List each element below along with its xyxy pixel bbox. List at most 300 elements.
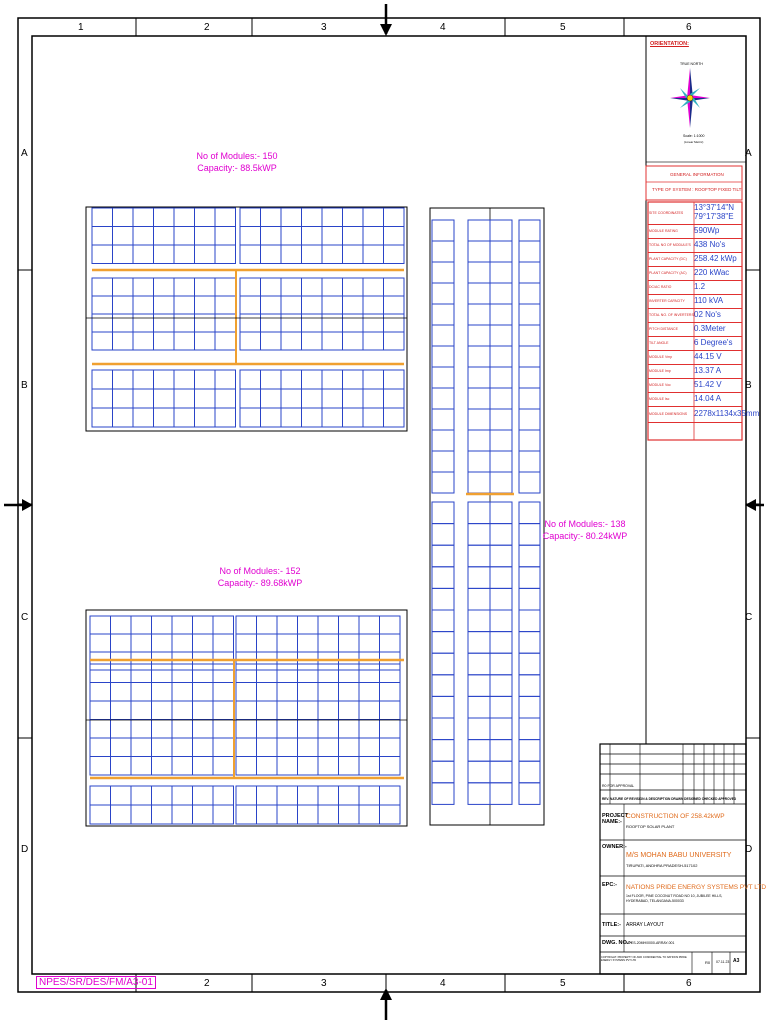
pv-module xyxy=(133,389,154,408)
column-number: 3 xyxy=(321,978,327,989)
pv-module xyxy=(384,314,405,332)
pv-module xyxy=(133,227,154,246)
pv-module xyxy=(240,314,261,332)
pv-module xyxy=(92,208,113,227)
pv-module xyxy=(490,524,512,546)
pv-module xyxy=(172,757,193,776)
pv-module xyxy=(215,332,236,350)
pv-module xyxy=(490,388,512,409)
pv-module xyxy=(90,701,111,720)
pv-module xyxy=(154,296,175,314)
pv-module xyxy=(468,241,490,262)
pv-module xyxy=(154,227,175,246)
pv-module xyxy=(92,389,113,408)
general-info-row xyxy=(648,280,742,295)
row-letter: C xyxy=(745,612,753,623)
info-value-cell: 1.2 xyxy=(694,281,706,291)
pv-module xyxy=(432,241,454,262)
pv-module xyxy=(468,675,490,697)
pv-module xyxy=(380,720,401,739)
pv-module xyxy=(215,408,236,427)
column-number: 2 xyxy=(204,22,210,33)
pv-module xyxy=(298,701,319,720)
general-info-row xyxy=(648,322,742,337)
info-key: DC/AC RATIO xyxy=(649,284,672,289)
info-value-cell: 02 No's xyxy=(694,309,721,319)
pv-module xyxy=(363,332,384,350)
sheet-size: A3 xyxy=(733,958,740,964)
pv-module xyxy=(322,296,343,314)
pv-module xyxy=(519,220,540,241)
pv-module xyxy=(343,408,364,427)
pv-module xyxy=(380,701,401,720)
copyright-note: COPYRIGHT. PROPERTY OF AND CONFIDENTIAL TO NATIONS PRIDE ENERGY SYSTEMS PVT LTD xyxy=(601,956,687,962)
pv-module xyxy=(172,683,193,702)
pv-module xyxy=(490,409,512,430)
array-3-caption xyxy=(212,565,308,589)
info-value-cell: 13.37 A xyxy=(694,365,722,375)
pv-module xyxy=(490,367,512,388)
pv-module xyxy=(339,805,360,824)
pv-module xyxy=(519,653,540,675)
pv-module xyxy=(240,296,261,314)
pv-module xyxy=(172,701,193,720)
pv-module xyxy=(154,245,175,264)
pv-module xyxy=(195,227,216,246)
array-3-block-bottom-right xyxy=(236,786,400,824)
pv-module xyxy=(519,696,540,718)
info-key: PLANT CAPACITY (AC) xyxy=(649,270,687,275)
pv-module xyxy=(281,314,302,332)
pv-module xyxy=(213,805,234,824)
pv-module xyxy=(133,278,154,296)
pv-module xyxy=(261,370,282,389)
pv-module xyxy=(384,389,405,408)
pv-module xyxy=(174,314,195,332)
pv-module xyxy=(131,701,152,720)
pv-module xyxy=(363,389,384,408)
title-value: ARRAY LAYOUT xyxy=(626,922,664,928)
pv-module xyxy=(131,616,152,634)
pv-module xyxy=(131,683,152,702)
pv-module xyxy=(468,610,490,632)
pv-module xyxy=(193,786,214,805)
info-key: MODULE Imp xyxy=(649,368,671,373)
info-value-cell: 438 No's xyxy=(694,239,726,249)
pv-module xyxy=(380,805,401,824)
pv-module xyxy=(432,567,454,589)
pv-module xyxy=(236,683,257,702)
pv-module xyxy=(519,325,540,346)
array-2-col-1-top xyxy=(432,220,454,493)
general-info-row xyxy=(648,308,742,323)
column-number: 5 xyxy=(560,22,566,33)
pv-module xyxy=(302,408,323,427)
pv-module xyxy=(113,296,134,314)
pv-module xyxy=(133,208,154,227)
pv-module xyxy=(113,389,134,408)
pv-module xyxy=(298,757,319,776)
pv-module xyxy=(432,472,454,493)
pv-module xyxy=(519,740,540,762)
pv-module xyxy=(193,664,214,683)
pv-module xyxy=(152,786,173,805)
pv-module xyxy=(240,278,261,296)
pv-module xyxy=(92,227,113,246)
pv-module xyxy=(277,786,298,805)
info-value-cell: 6 Degree's xyxy=(694,337,733,347)
pv-module xyxy=(432,304,454,325)
info-key: MODULE DIMENSIONS xyxy=(649,411,688,416)
pv-module xyxy=(363,227,384,246)
pv-module xyxy=(277,701,298,720)
pv-module xyxy=(519,262,540,283)
pv-module xyxy=(343,278,364,296)
pv-module xyxy=(261,227,282,246)
pv-module xyxy=(432,220,454,241)
pv-module xyxy=(90,757,111,776)
pv-module xyxy=(490,675,512,697)
pv-module xyxy=(236,634,257,652)
pv-module xyxy=(363,278,384,296)
pv-module xyxy=(152,720,173,739)
scale-note: (Linear Metric) xyxy=(684,140,704,144)
pv-module xyxy=(490,545,512,567)
pv-module xyxy=(215,278,236,296)
pv-module xyxy=(380,786,401,805)
pv-module xyxy=(468,304,490,325)
pv-module xyxy=(468,524,490,546)
pv-module xyxy=(113,408,134,427)
pv-module xyxy=(257,805,278,824)
pv-module xyxy=(277,616,298,634)
pv-module xyxy=(111,683,132,702)
pv-module xyxy=(154,314,175,332)
pv-module xyxy=(432,283,454,304)
owner-label: OWNER:- xyxy=(602,844,627,850)
pv-module xyxy=(213,757,234,776)
pv-module xyxy=(111,616,132,634)
pv-module xyxy=(111,757,132,776)
pv-module xyxy=(131,664,152,683)
pv-module xyxy=(90,738,111,757)
array-3-block-mid-right xyxy=(236,664,400,775)
pv-module xyxy=(432,632,454,654)
general-info-row xyxy=(648,238,742,253)
pv-module xyxy=(92,332,113,350)
pv-module xyxy=(133,314,154,332)
info-value-cell: 2278x1134x35mm xyxy=(694,408,760,418)
center-arrow-bottom-icon xyxy=(380,988,392,1000)
pv-module xyxy=(519,367,540,388)
pv-module xyxy=(213,683,234,702)
pv-module xyxy=(172,634,193,652)
compass-rose-icon xyxy=(670,68,710,128)
scale-label: Scale: 1:1000 xyxy=(683,134,705,138)
pv-module xyxy=(318,701,339,720)
pv-module xyxy=(195,314,216,332)
pv-module xyxy=(281,332,302,350)
pv-module xyxy=(318,757,339,776)
pv-module xyxy=(174,208,195,227)
pv-module xyxy=(490,283,512,304)
info-value-cell xyxy=(694,203,734,221)
pv-module xyxy=(236,720,257,739)
pv-module xyxy=(302,227,323,246)
pv-module xyxy=(339,701,360,720)
pv-module xyxy=(468,325,490,346)
pv-module xyxy=(519,675,540,697)
revision-header: REV. NATURE OF REVISION & DESCRIPTION DRAWN DESIGNED CHECKED APPROVED xyxy=(602,797,737,801)
dwg-value: NPES-20MH/0000-ARRAY-001 xyxy=(626,941,675,945)
pv-module xyxy=(131,805,152,824)
info-key: SITE COORDINATES xyxy=(649,211,684,215)
pv-module xyxy=(261,389,282,408)
epc-address-2: HYDERABAD, TELANGANA-500033 xyxy=(626,899,684,903)
pv-module xyxy=(281,389,302,408)
pv-module xyxy=(468,502,490,524)
general-info-row xyxy=(648,364,742,379)
pv-module xyxy=(380,634,401,652)
info-key: MODULE Voc xyxy=(649,382,671,387)
pv-module xyxy=(281,245,302,264)
array-2-col-3-bottom xyxy=(519,502,540,804)
pv-module xyxy=(298,634,319,652)
pv-module xyxy=(152,616,173,634)
pv-module xyxy=(92,245,113,264)
pv-module xyxy=(113,278,134,296)
pv-module xyxy=(318,786,339,805)
pv-module xyxy=(468,472,490,493)
array-3-block-mid-left xyxy=(90,664,234,775)
pv-module xyxy=(322,332,343,350)
info-value-cell: 0.3Meter xyxy=(694,323,726,333)
pv-module xyxy=(240,370,261,389)
pv-module xyxy=(302,332,323,350)
pv-module xyxy=(152,634,173,652)
pv-module xyxy=(174,389,195,408)
pv-module xyxy=(111,701,132,720)
pv-module xyxy=(490,262,512,283)
row-letter: B xyxy=(21,380,28,391)
info-key: TILT ANGLE xyxy=(649,340,669,345)
pv-module xyxy=(111,664,132,683)
row-letter: B xyxy=(745,380,752,391)
pv-module xyxy=(468,346,490,367)
pv-module xyxy=(380,738,401,757)
info-value-cell: 51.42 V xyxy=(694,379,722,389)
pv-module xyxy=(195,332,216,350)
roof-block-1 xyxy=(86,207,407,431)
pv-module xyxy=(152,664,173,683)
owner-name: M/S MOHAN BABU UNIVERSITY xyxy=(626,852,732,859)
pv-module xyxy=(111,720,132,739)
pv-module xyxy=(432,451,454,472)
pv-module xyxy=(281,296,302,314)
info-value-cell: 110 kVA xyxy=(694,295,724,305)
row-letter: A xyxy=(21,148,28,159)
pv-module xyxy=(343,370,364,389)
pv-module xyxy=(92,296,113,314)
general-info-row xyxy=(648,266,742,281)
pv-module xyxy=(302,245,323,264)
pv-module xyxy=(111,738,132,757)
pv-module xyxy=(384,278,405,296)
pv-module xyxy=(468,451,490,472)
pv-module xyxy=(193,701,214,720)
info-value-cell: 258.42 kWp xyxy=(694,253,737,263)
pv-module xyxy=(213,664,234,683)
orientation-title: ORIENTATION: xyxy=(650,41,689,47)
pv-module xyxy=(213,786,234,805)
pv-module xyxy=(432,502,454,524)
pv-module xyxy=(298,805,319,824)
pv-module xyxy=(281,408,302,427)
pv-module xyxy=(359,738,380,757)
pv-module xyxy=(90,664,111,683)
pv-module xyxy=(468,783,490,805)
general-info-row xyxy=(648,202,742,225)
pv-module xyxy=(113,314,134,332)
pv-module xyxy=(380,683,401,702)
pv-module xyxy=(236,616,257,634)
general-info-row xyxy=(648,252,742,267)
pv-module xyxy=(215,370,236,389)
pv-module xyxy=(195,296,216,314)
pv-module xyxy=(322,227,343,246)
pv-module xyxy=(318,664,339,683)
pv-module xyxy=(363,245,384,264)
pv-module xyxy=(359,616,380,634)
pv-module xyxy=(322,389,343,408)
column-number: 6 xyxy=(686,978,692,989)
pv-module xyxy=(92,408,113,427)
pv-module xyxy=(339,720,360,739)
pv-module xyxy=(215,208,236,227)
info-key: INVERTER CAPACITY xyxy=(649,298,685,303)
pv-module xyxy=(380,616,401,634)
pv-module xyxy=(298,738,319,757)
pv-module xyxy=(490,718,512,740)
pv-module xyxy=(90,634,111,652)
pv-module xyxy=(261,278,282,296)
pv-module xyxy=(133,245,154,264)
pv-module xyxy=(490,588,512,610)
column-number: 2 xyxy=(204,978,210,989)
pv-module xyxy=(133,408,154,427)
pv-module xyxy=(195,245,216,264)
pv-module xyxy=(490,610,512,632)
pv-module xyxy=(432,325,454,346)
pv-module xyxy=(468,632,490,654)
general-info-row xyxy=(648,392,742,407)
pv-module xyxy=(359,683,380,702)
pv-module xyxy=(468,588,490,610)
pv-module xyxy=(154,332,175,350)
pv-module xyxy=(92,370,113,389)
pv-module xyxy=(468,388,490,409)
pv-module xyxy=(343,332,364,350)
pv-module xyxy=(298,720,319,739)
array-3-block-top-right xyxy=(236,616,400,670)
pv-module xyxy=(318,738,339,757)
pv-module xyxy=(174,227,195,246)
pv-module xyxy=(468,653,490,675)
pv-module xyxy=(236,664,257,683)
pv-module xyxy=(468,567,490,589)
pv-module xyxy=(302,278,323,296)
column-number: 4 xyxy=(440,22,446,33)
pv-module xyxy=(152,757,173,776)
pv-module xyxy=(195,408,216,427)
pv-module xyxy=(195,278,216,296)
pv-module xyxy=(240,408,261,427)
pv-module xyxy=(490,567,512,589)
pv-module xyxy=(519,502,540,524)
pv-module xyxy=(384,245,405,264)
pv-module xyxy=(133,370,154,389)
pv-module xyxy=(519,283,540,304)
pv-module xyxy=(432,430,454,451)
pv-module xyxy=(322,370,343,389)
info-key: TOTAL NO. OF INVERTERS xyxy=(649,312,694,317)
pv-module xyxy=(490,783,512,805)
pv-module xyxy=(519,610,540,632)
pv-module xyxy=(213,701,234,720)
pv-module xyxy=(172,738,193,757)
column-number: 5 xyxy=(560,978,566,989)
general-info-row xyxy=(648,406,760,423)
pv-module xyxy=(519,761,540,783)
epc-name: NATIONS PRIDE ENERGY SYSTEMS PVT LTD xyxy=(626,884,767,891)
pv-module xyxy=(298,786,319,805)
pv-module xyxy=(519,783,540,805)
column-number: 1 xyxy=(78,22,84,33)
pv-module xyxy=(468,283,490,304)
pv-module xyxy=(322,208,343,227)
epc-address-1: 1st FLOOR, PINE COCONUT ROAD NO 10, JUBILEE HILLS, xyxy=(626,894,723,898)
pv-module xyxy=(339,683,360,702)
pv-module xyxy=(257,738,278,757)
pv-module xyxy=(193,616,214,634)
pv-module xyxy=(240,389,261,408)
pv-module xyxy=(432,740,454,762)
center-arrow-top-icon xyxy=(380,24,392,36)
pv-module xyxy=(432,367,454,388)
pv-module xyxy=(90,720,111,739)
pv-module xyxy=(490,220,512,241)
pv-module xyxy=(432,675,454,697)
pv-module xyxy=(277,757,298,776)
pv-module xyxy=(359,757,380,776)
array-1-block-bottom-left xyxy=(92,370,236,427)
pv-module xyxy=(174,296,195,314)
pv-module xyxy=(432,545,454,567)
column-number: 3 xyxy=(321,22,327,33)
pv-module xyxy=(380,664,401,683)
pv-module xyxy=(111,786,132,805)
array-3-block-top-left xyxy=(90,616,234,670)
pv-module xyxy=(193,805,214,824)
info-value-cell: 44.15 V xyxy=(694,351,722,361)
pv-module xyxy=(343,208,364,227)
issue-date: 07.11.23 xyxy=(716,960,730,964)
array-1-capacity: Capacity:- 88.5kWP xyxy=(197,163,277,173)
pv-module xyxy=(92,314,113,332)
column-number: 4 xyxy=(440,978,446,989)
pv-module xyxy=(302,314,323,332)
pv-module xyxy=(302,208,323,227)
